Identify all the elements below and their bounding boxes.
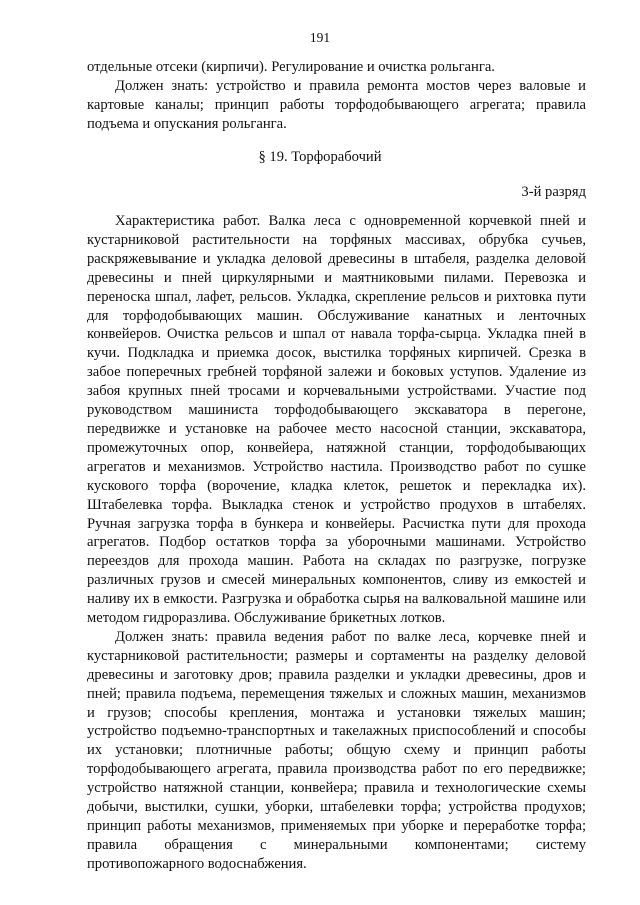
section-title: § 19. Торфорабочий [258,149,382,165]
continuation-paragraph: отдельные отсеки (кирпичи). Регулирование и очистка рольганга. [87,59,495,75]
main-text-block [87,212,586,874]
must-know-paragraph: Должен знать: правила ведения работ по валке леса, корчевке пней и кустарниковой растительности; размеры и сортаменты на разделку деловой древесины и заготовку дров; правила разделки и укладки древесины, дров и пней; правила подъема, перемещения тяжелых и сложных машин, механизмов и грузов; способы крепления, монтажа и установки тяжелых машин; устройство подъемно-транспортных и такелажных приспособлений и способы их установки; плотничные работы; общую схему и принцип работы торфодобывающего агрегата, правила производства работ по его передвижке; устройство натяжной станции, конвейера; правила и технологические схемы добычи, выстилки, сушки, уборки, штабелевки торфа; устройства продухов; принцип работы механизмов, применяемых при уборке и переработке торфа; правила обращения с минеральными компонентами; систему противопожарного водоснабжения. [87,628,586,872]
top-text-block [87,58,586,134]
must-know-paragraph-previous: Должен знать: устройство и правила ремонта мостов через валовые и картовые каналы; принцип работы торфодобывающего агрегата; правила подъема и опускания рольганга. [87,77,586,132]
page-number: 191 [309,30,331,45]
work-characteristic-paragraph: Характеристика работ. Валка леса с одновременной корчевкой пней и кустарниковой растительности на торфяных массивах, обрубка сучьев, раскряжевывание и укладка деловой древесины в штабеля, разделка деловой древесины и пней циркулярными и маятниковыми пилами. Перевозка и переноска шпал, лафет, рельсов. Укладка, скрепление рельсов и рихтовка пути для торфодобывающих машин. Обслуживание канатных и ленточных конвейеров. Очистка рельсов и шпал от навала торфа-сырца. Укладка пней в кучи. Подкладка и приемка досок, выстилка торфяных кирпичей. Срезка в забое поперечных гребней торфяной залежи и боковых уступов. Удаление из забоя крупных пней тросами и корчевальными устройствами. Участие под руководством машиниста торфодобывающего экскаватора в перегоне, передвижке и установке на рабочее место насосной станции, экскаватора, промежуточных опор, конвейера, натяжной станции, торфодобывающих агрегатов и механизмов. Устройство настила. Производство работ по сушке кускового торфа (ворочение, кладка клеток, решеток и перекладка их). Штабелевка торфа. Выкладка стенок и устройство продухов в штабелях. Ручная загрузка торфа в бункера и конвейеры. Расчистка пути для прохода агрегатов. Подбор остатков торфа за уборочными машинами. Устройство переездов для прохода машин. Работа на складах по разгрузке, погрузке различных грузов и смесей минеральных компонентов, сливу из емкостей и наливу их в емкости. Разгрузка и обработка сырья на валковальной машине или методом гидроразлива. Обслуживание брикетных лотков. [87,213,586,627]
grade-label: 3-й разряд [521,184,586,200]
